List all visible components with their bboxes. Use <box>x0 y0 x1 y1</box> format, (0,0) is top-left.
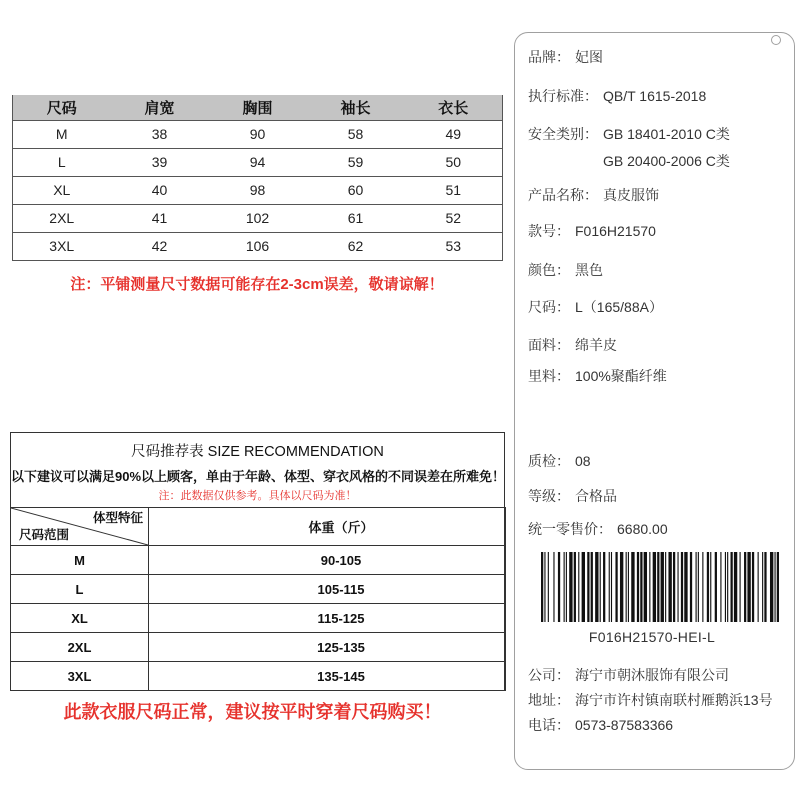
tag-style-no <box>528 221 656 241</box>
tag-price-label: 统一零售价： <box>528 521 612 537</box>
table-row <box>13 176 503 204</box>
barcode-bar <box>673 552 675 622</box>
tag-style-no-label: 款号： <box>528 223 570 239</box>
length-cell: 49 <box>405 120 503 148</box>
barcode-bar <box>611 552 612 622</box>
shoulder-cell: 41 <box>111 204 209 232</box>
barcode-bar <box>595 552 598 622</box>
barcode-bar <box>582 552 585 622</box>
barcode-bar <box>558 552 560 622</box>
length-cell: 50 <box>405 148 503 176</box>
rec-weight-cell: 135-145 <box>149 662 506 691</box>
barcode-bar <box>653 552 656 622</box>
barcode-bar <box>649 552 650 622</box>
rec-size-cell: 3XL <box>11 662 149 691</box>
tag-company <box>528 665 729 685</box>
header-size: 尺码 <box>13 95 111 120</box>
header-body-type: 体型特征 <box>92 511 143 525</box>
barcode-bar <box>690 552 692 622</box>
recommendation-note: 注：此数据仅供参考。具体以尺码为准！ <box>158 490 357 502</box>
barcode-bar <box>603 552 605 622</box>
barcode-bar <box>578 552 579 622</box>
chest-cell: 102 <box>209 204 307 232</box>
chest-cell: 94 <box>209 148 307 176</box>
tag-size-label: 尺码： <box>528 299 570 315</box>
tag-inspector-label: 质检： <box>528 453 570 469</box>
barcode-bar <box>684 552 687 622</box>
barcode-bar <box>548 552 549 622</box>
table-row <box>11 604 506 633</box>
barcode-bar <box>637 552 639 622</box>
size-cell: 3XL <box>13 232 111 260</box>
barcode-bar <box>707 552 709 622</box>
tag-inspector-value: 08 <box>575 453 591 469</box>
shoulder-cell: 39 <box>111 148 209 176</box>
barcode-bar <box>661 552 664 622</box>
tag-price <box>528 519 668 539</box>
sleeve-cell: 61 <box>307 204 405 232</box>
barcode-bar <box>720 552 721 622</box>
recommendation-subtitle: 以下建议可以满足90%以上顾客，单由于年龄、体型、穿衣风格的不同误差在所难免！ <box>11 469 506 484</box>
table-row <box>13 120 503 148</box>
table-row <box>13 148 503 176</box>
barcode-bar <box>762 552 763 622</box>
tag-product-name <box>528 185 659 205</box>
barcode-bar <box>752 552 754 622</box>
length-cell: 51 <box>405 176 503 204</box>
length-cell: 52 <box>405 204 503 232</box>
barcode-number: F016H21570-HEI-L <box>588 629 716 645</box>
size-cell: L <box>13 148 111 176</box>
table-row <box>11 546 506 575</box>
barcode-bar <box>628 552 629 622</box>
barcode-bar <box>587 552 589 622</box>
barcode-bar <box>727 552 728 622</box>
barcode-bar <box>715 552 717 622</box>
shoulder-cell: 40 <box>111 176 209 204</box>
shoulder-cell: 42 <box>111 232 209 260</box>
table-row <box>11 633 506 662</box>
rec-size-cell: 2XL <box>11 633 149 662</box>
barcode-bar <box>668 552 671 622</box>
sleeve-cell: 58 <box>307 120 405 148</box>
sleeve-cell: 59 <box>307 148 405 176</box>
barcode-bar <box>609 552 610 622</box>
tag-company-label: 公司： <box>528 667 570 683</box>
tag-address-label: 地址： <box>528 692 570 708</box>
barcode-bar <box>564 552 565 622</box>
barcode-bar <box>544 552 545 622</box>
barcode-bar <box>569 552 572 622</box>
diagonal-header-cell <box>11 508 149 546</box>
tag-style-no-value: F016H21570 <box>575 223 656 239</box>
tag-company-value: 海宁市朝沐服饰有限公司 <box>575 667 729 683</box>
rec-weight-cell: 115-125 <box>149 604 506 633</box>
tag-hole <box>771 35 781 45</box>
tag-standard-label: 执行标准： <box>528 88 598 104</box>
chest-cell: 106 <box>209 232 307 260</box>
tag-price-value: 6680.00 <box>617 521 668 537</box>
tag-fabric-value: 绵羊皮 <box>575 337 617 353</box>
size-cell: XL <box>13 176 111 204</box>
tag-phone-label: 电话： <box>528 717 570 733</box>
tag-color <box>528 260 603 280</box>
barcode-bar <box>574 552 576 622</box>
size-cell: M <box>13 120 111 148</box>
barcode-bar <box>631 552 634 622</box>
tag-safety <box>528 124 730 171</box>
barcode-bar <box>566 552 567 622</box>
tag-size <box>528 297 663 317</box>
barcode-bar <box>626 552 627 622</box>
tag-phone <box>528 715 673 735</box>
tag-color-value: 黑色 <box>575 262 603 278</box>
barcode-bar <box>681 552 683 622</box>
header-garment-length: 衣长 <box>405 95 503 120</box>
barcode-bar <box>747 552 750 622</box>
table-row <box>13 232 503 260</box>
tag-brand-label: 品牌： <box>528 49 570 65</box>
barcode-bar <box>725 552 726 622</box>
barcode-bar <box>731 552 733 622</box>
tag-safety-label: 安全类别： <box>528 126 598 142</box>
tag-grade <box>528 486 617 506</box>
barcode-bar <box>698 552 699 622</box>
header-sleeve-length: 袖长 <box>307 95 405 120</box>
length-cell: 53 <box>405 232 503 260</box>
header-shoulder-width: 肩宽 <box>111 95 209 120</box>
tag-lining <box>528 366 667 386</box>
barcode-bar <box>774 552 775 622</box>
header-chest: 胸围 <box>209 95 307 120</box>
size-advice-note: 此款衣服尺码正常，建议按平时穿着尺码购买！ <box>63 702 442 722</box>
size-recommendation-panel <box>10 432 505 691</box>
tag-standard-value: QB/T 1615-2018 <box>603 88 707 104</box>
barcode-bar <box>640 552 642 622</box>
barcode-bar <box>744 552 746 622</box>
recommendation-table <box>10 507 506 691</box>
barcode-bar <box>696 552 697 622</box>
tag-inspector <box>528 451 591 471</box>
table-row <box>13 204 503 232</box>
barcode-bar <box>541 552 543 622</box>
tag-fabric <box>528 335 617 355</box>
rec-size-cell: XL <box>11 604 149 633</box>
barcode-bar <box>758 552 759 622</box>
header-weight: 体重（斤） <box>149 508 506 546</box>
barcode-bar <box>710 552 711 622</box>
barcode-bar <box>734 552 737 622</box>
tag-grade-value: 合格品 <box>575 488 617 504</box>
barcode <box>541 552 779 622</box>
tag-address-value: 海宁市许村镇南联村雁鹅浜13号 <box>575 692 773 708</box>
barcode-bar <box>702 552 703 622</box>
table-row <box>11 662 506 691</box>
barcode-bar <box>644 552 647 622</box>
measurement-note: 注：平铺测量尺寸数据可能存在2-3cm误差，敬请谅解！ <box>70 276 444 293</box>
tag-standard <box>528 86 706 106</box>
product-tag <box>514 32 795 770</box>
barcode-bar <box>777 552 779 622</box>
barcode-bar <box>591 552 593 622</box>
barcode-bar <box>770 552 773 622</box>
tag-color-label: 颜色： <box>528 262 570 278</box>
table-row <box>11 575 506 604</box>
tag-safety-value: GB 18401-2010 C类 <box>603 126 730 142</box>
tag-lining-value: 100%聚酯纤维 <box>575 368 667 384</box>
barcode-bar <box>740 552 741 622</box>
chest-cell: 90 <box>209 120 307 148</box>
tag-brand-value: 妃图 <box>575 49 603 65</box>
chest-cell: 98 <box>209 176 307 204</box>
tag-address <box>528 690 773 710</box>
sleeve-cell: 60 <box>307 176 405 204</box>
tag-product-name-value: 真皮服饰 <box>603 187 659 203</box>
tag-safety-value: GB 20400-2006 C类 <box>603 153 730 169</box>
tag-grade-label: 等级： <box>528 488 570 504</box>
rec-weight-cell: 90-105 <box>149 546 506 575</box>
barcode-bar <box>600 552 601 622</box>
size-chart-table <box>12 95 503 261</box>
tag-brand <box>528 47 603 67</box>
size-cell: 2XL <box>13 204 111 232</box>
barcode-bar <box>620 552 623 622</box>
tag-lining-label: 里料： <box>528 368 570 384</box>
sleeve-cell: 62 <box>307 232 405 260</box>
barcode-bar <box>665 552 666 622</box>
tag-size-value: L（165/88A） <box>575 299 663 315</box>
rec-weight-cell: 105-115 <box>149 575 506 604</box>
rec-size-cell: M <box>11 546 149 575</box>
recommendation-header-row <box>11 508 506 546</box>
barcode-bar <box>764 552 766 622</box>
size-chart-header-row <box>13 95 503 120</box>
header-size-range: 尺码范围 <box>19 528 70 542</box>
shoulder-cell: 38 <box>111 120 209 148</box>
recommendation-title: 尺码推荐表 SIZE RECOMMENDATION <box>131 444 384 460</box>
tag-fabric-label: 面料： <box>528 337 570 353</box>
tag-product-name-label: 产品名称： <box>528 187 598 203</box>
barcode-bar <box>615 552 617 622</box>
rec-weight-cell: 125-135 <box>149 633 506 662</box>
barcode-bar <box>553 552 554 622</box>
tag-safety-values <box>603 124 730 171</box>
tag-phone-value: 0573-87583366 <box>575 717 674 733</box>
rec-size-cell: L <box>11 575 149 604</box>
barcode-bar <box>657 552 659 622</box>
barcode-bar <box>677 552 678 622</box>
